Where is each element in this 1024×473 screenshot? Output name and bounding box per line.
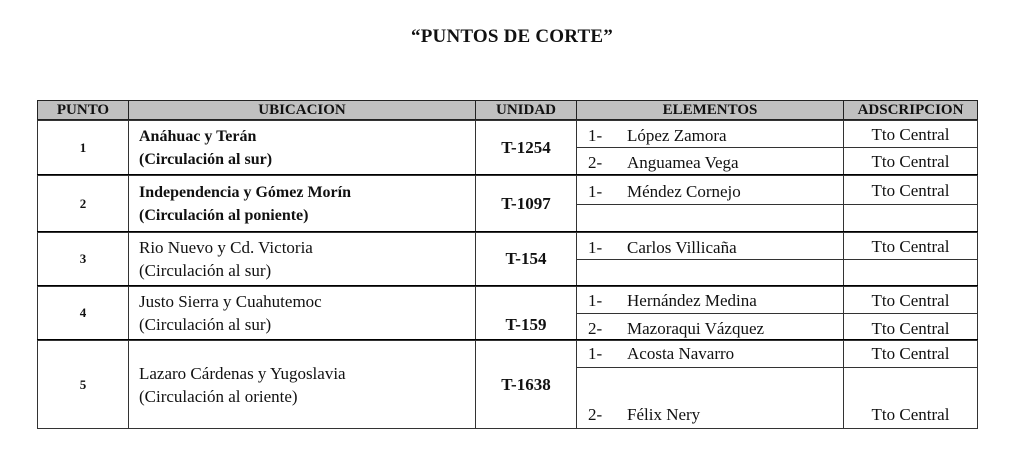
elemento-nombre: Hernández Medina — [627, 291, 757, 310]
table-row-5-adscripcion-2 — [843, 367, 978, 429]
table-row-4-adscripcion-1: Tto Central — [843, 286, 978, 314]
header-unidad: UNIDAD — [475, 100, 577, 120]
table-row-5-ubicacion — [128, 340, 476, 429]
table-row-2-elemento-1 — [576, 175, 844, 205]
table-row-5-elemento-1 — [576, 340, 844, 368]
table-row-3-ubicacion — [128, 232, 476, 286]
table-row-4-punto — [37, 286, 129, 340]
table-row-2-ubicacion — [128, 175, 476, 232]
unidad-value: T-1097 — [501, 193, 551, 213]
elemento-nombre: López Zamora — [627, 126, 727, 145]
table-row-5-elemento-2 — [576, 367, 844, 429]
elemento-nombre: Anguamea Vega — [627, 153, 739, 172]
punto-value: 4 — [79, 305, 87, 320]
header-elementos: ELEMENTOS — [576, 100, 844, 120]
ubicacion-line2: (Circulación al sur) — [139, 261, 272, 280]
table-row-2-adscripcion-empty — [843, 204, 978, 232]
table-row-1-elemento-2 — [576, 147, 844, 175]
elemento-nombre: Carlos Villicaña — [627, 238, 737, 257]
table-row-2-elemento-empty — [576, 204, 844, 232]
elemento-num: 2- — [588, 405, 603, 424]
ubicacion-line1: Rio Nuevo y Cd. Victoria — [139, 238, 313, 257]
ubicacion-line1: Justo Sierra y Cuahutemoc — [139, 292, 322, 311]
table-row-4-elemento-2 — [576, 313, 844, 340]
elemento-nombre: Méndez Cornejo — [627, 182, 741, 201]
elemento-nombre: Félix Nery — [627, 405, 701, 424]
punto-value: 3 — [79, 251, 87, 266]
table-row-4-elemento-1 — [576, 286, 844, 314]
table-row-4-ubicacion — [128, 286, 476, 340]
table-row-2-punto — [37, 175, 129, 232]
elemento-num: 1- — [588, 182, 603, 201]
table-row-4-adscripcion-2: Tto Central — [843, 313, 978, 340]
elemento-num: 1- — [588, 344, 603, 363]
table-row-5-unidad — [475, 340, 577, 429]
header-ubicacion: UBICACION — [128, 100, 476, 120]
table-row-3-elemento-empty — [576, 259, 844, 286]
ubicacion-line1: Lazaro Cárdenas y Yugoslavia — [139, 363, 346, 383]
ubicacion-line1: Independencia y Gómez Morín — [139, 183, 351, 201]
table-row-1-ubicacion — [128, 120, 476, 175]
punto-value: 2 — [79, 195, 87, 211]
elemento-num: 1- — [588, 291, 603, 310]
table-row-3-adscripcion-1: Tto Central — [843, 232, 978, 260]
cut-points-table — [37, 100, 978, 429]
adscripcion-value: Tto Central — [871, 405, 950, 424]
table-row-2-adscripcion-1: Tto Central — [843, 175, 978, 205]
ubicacion-line2: (Circulación al poniente) — [139, 206, 309, 224]
ubicacion-line2: (Circulación al sur) — [139, 315, 272, 334]
table-row-3-elemento-1 — [576, 232, 844, 260]
table-row-1-punto — [37, 120, 129, 175]
table-row-3-punto — [37, 232, 129, 286]
ubicacion-line1: Anáhuac y Terán — [139, 127, 257, 145]
table-row-1-elemento-1 — [576, 120, 844, 148]
unidad-value: T-1638 — [501, 374, 551, 394]
table-row-3-unidad — [475, 232, 577, 286]
table-row-1-adscripcion-1: Tto Central — [843, 120, 978, 148]
elemento-num: 1- — [588, 126, 603, 145]
unidad-value: T-1254 — [501, 137, 551, 157]
punto-value: 1 — [79, 139, 87, 155]
header-adscripcion: ADSCRIPCION — [843, 100, 978, 120]
unidad-value: T-154 — [505, 249, 547, 268]
ubicacion-line2: (Circulación al oriente) — [139, 386, 298, 406]
table-row-2-unidad — [475, 175, 577, 232]
table-row-1-unidad — [475, 120, 577, 175]
elemento-nombre: Acosta Navarro — [627, 344, 735, 363]
punto-value: 5 — [79, 376, 87, 392]
ubicacion-line2: (Circulación al sur) — [139, 150, 273, 168]
table-row-3-adscripcion-empty — [843, 259, 978, 286]
unidad-value: T-159 — [505, 315, 547, 334]
table-row-5-punto — [37, 340, 129, 429]
elemento-nombre: Mazoraqui Vázquez — [627, 319, 765, 338]
table-row-4-unidad — [475, 286, 577, 340]
table-row-1-adscripcion-2: Tto Central — [843, 147, 978, 175]
page-title: “PUNTOS DE CORTE” — [411, 26, 613, 47]
table-row-5-adscripcion-1: Tto Central — [843, 340, 978, 368]
elemento-num: 2- — [588, 319, 603, 338]
elemento-num: 1- — [588, 238, 603, 257]
elemento-num: 2- — [588, 153, 603, 172]
header-punto: PUNTO — [37, 100, 129, 120]
